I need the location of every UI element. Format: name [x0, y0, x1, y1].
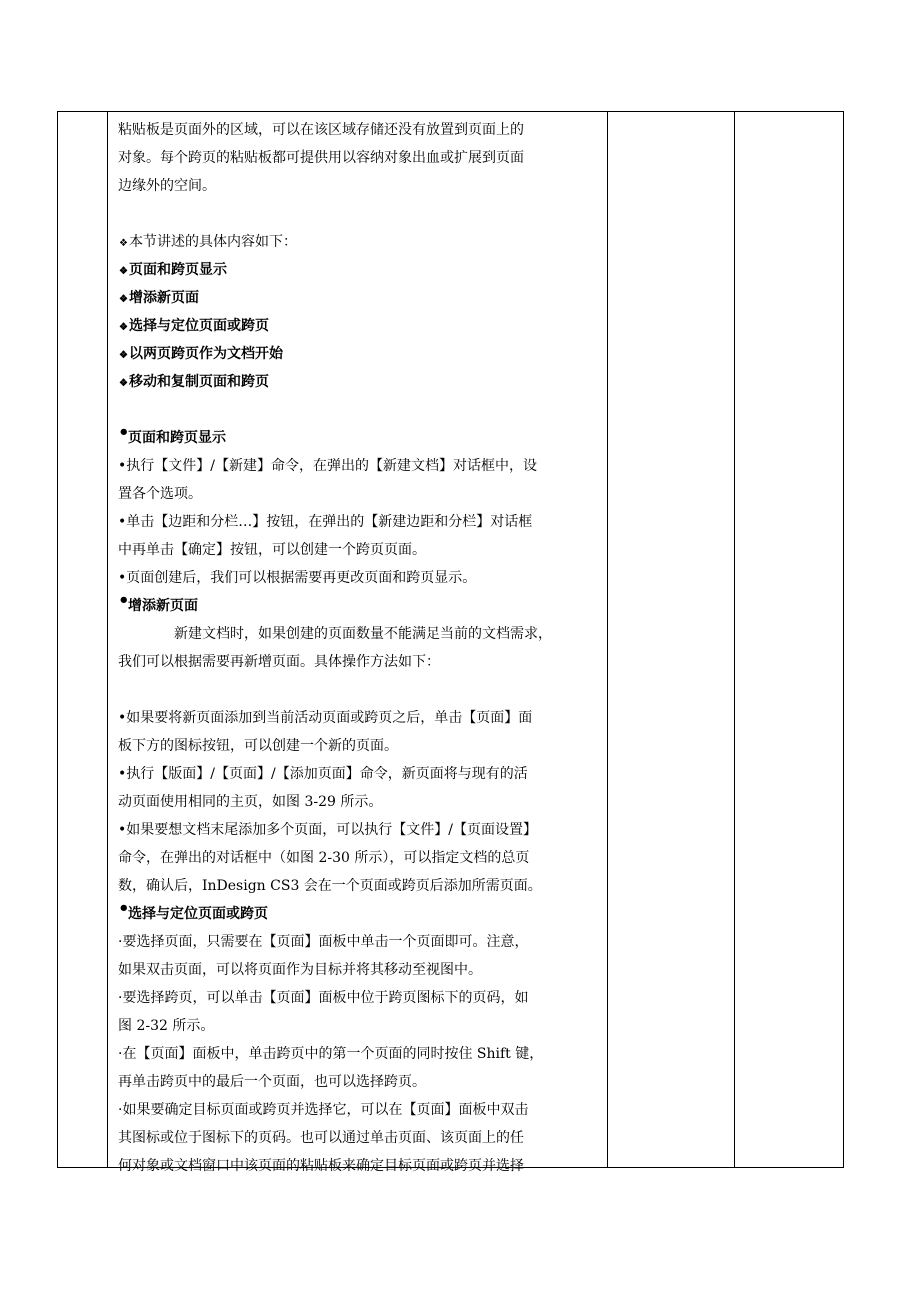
section-line: •如果要想文档末尾添加多个页面，可以执行【文件】/【页面设置】: [118, 822, 537, 838]
diamond-bullet-icon: ❖: [119, 322, 128, 333]
section-line: •页面创建后，我们可以根据需要再更改页面和跨页显示。: [118, 570, 477, 586]
toc-item: ❖页面和跨页显示: [118, 256, 604, 284]
section-line: 数，确认后，InDesign CS3 会在一个页面或跨页后添加所需页面。: [118, 878, 542, 894]
section-line: ·如果要确定目标页面或跨页并选择它，可以在【页面】面板中双击: [118, 1102, 529, 1118]
toc-item: ❖选择与定位页面或跨页: [118, 312, 604, 340]
toc-item: ❖增添新页面: [118, 284, 604, 312]
section-line: 置各个选项。: [118, 486, 202, 502]
section-line: 如果双击页面，可以将页面作为目标并将其移动至视图中。: [118, 962, 482, 978]
column-divider-3: [734, 112, 735, 1167]
section-paragraph: 新建文档时，如果创建的页面数量不能满足当前的文档需求，: [174, 626, 552, 642]
column-divider-2: [607, 112, 608, 1167]
section-line: •如果要将新页面添加到当前活动页面或跨页之后，单击【页面】面: [118, 710, 533, 726]
main-content-cell: [118, 116, 604, 1180]
diamond-bullet-icon: ❖: [119, 294, 128, 305]
section-line: •单击【边距和分栏…】按钮，在弹出的【新建边距和分栏】对话框: [118, 514, 533, 530]
section-heading-select: •选择与定位页面或跨页: [118, 900, 268, 922]
section-line: ·在【页面】面板中，单击跨页中的第一个页面的同时按住 Shift 键，: [118, 1046, 544, 1062]
toc-item: ❖以两页跨页作为文档开始: [118, 340, 604, 368]
column-divider-1: [107, 112, 108, 1167]
document-table: [57, 111, 844, 1174]
diamond-bullet-icon: ❖: [119, 350, 128, 361]
section-paragraph: 我们可以根据需要再新增页面。具体操作方法如下：: [118, 654, 440, 670]
section-line: 中再单击【确定】按钮，可以创建一个跨页页面。: [118, 542, 426, 558]
section-line: ·要选择页面，只需要在【页面】面板中单击一个页面即可。注意，: [118, 934, 529, 950]
section-heading-add: •增添新页面: [118, 592, 198, 614]
intro-line: 边缘外的空间。: [118, 178, 216, 194]
section-line: •执行【文件】/【新建】命令，在弹出的【新建文档】对话框中，设: [118, 458, 537, 474]
section-line: 图 2-32 所示。: [118, 1018, 215, 1034]
section-line: 命令，在弹出的对话框中（如图 2-30 所示），可以指定文档的总页: [118, 850, 530, 866]
section-line: •执行【版面】/【页面】/【添加页面】命令，新页面将与现有的活: [118, 766, 528, 782]
section-heading-display: •页面和跨页显示: [118, 424, 226, 446]
section-line: 其图标或位于图标下的页码。也可以通过单击页面、该页面上的任: [118, 1130, 524, 1146]
section-line: 板下方的图标按钮，可以创建一个新的页面。: [118, 738, 398, 754]
intro-line: 对象。每个跨页的粘贴板都可提供用以容纳对象出血或扩展到页面: [118, 150, 524, 166]
section-line: 何对象或文档窗口中该页面的粘贴板来确定目标页面或跨页并选择: [118, 1158, 524, 1174]
toc-item: ❖移动和复制页面和跨页: [118, 368, 604, 396]
section-line: ·要选择跨页，可以单击【页面】面板中位于跨页图标下的页码，如: [118, 990, 529, 1006]
section-line: 再单击跨页中的最后一个页面，也可以选择跨页。: [118, 1074, 426, 1090]
section-line: 动页面使用相同的主页，如图 3-29 所示。: [118, 794, 383, 810]
diamond-bullet-icon: ❖: [119, 266, 128, 277]
intro-line: 粘贴板是页面外的区域，可以在该区域存储还没有放置到页面上的: [118, 122, 524, 138]
toc-heading: ❖本节讲述的具体内容如下：: [118, 228, 604, 256]
diamond-bullet-icon: ❖: [119, 238, 128, 249]
diamond-bullet-icon: ❖: [119, 378, 128, 389]
